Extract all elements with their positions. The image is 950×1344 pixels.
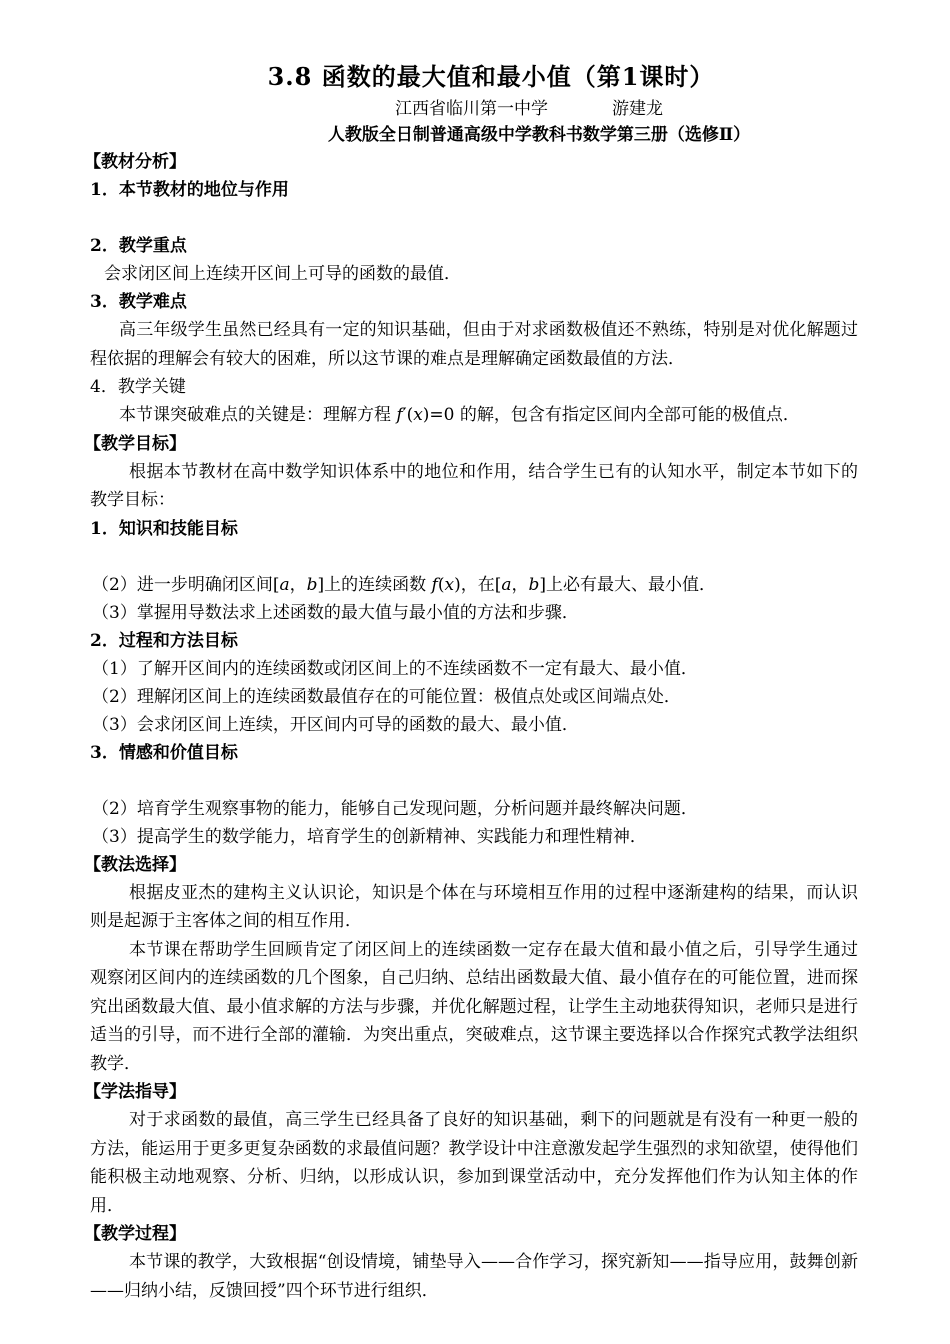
- subheading-process-goal: 2．过程和方法目标: [90, 630, 238, 651]
- process-goal-2: （2）理解闭区间上的连续函数最值存在的可能位置：极值点处或区间端点处．: [92, 686, 681, 707]
- knowledge-goal-3: （3）掌握用导数法求上述函数的最大值与最小值的方法和步骤．: [92, 602, 579, 623]
- subheading-knowledge-goal: 1．知识和技能目标: [90, 518, 238, 539]
- value-goal-2: （2）培育学生观察事物的能力，能够自己发现问题，分析问题并最终解决问题．: [92, 798, 698, 819]
- subheading-key-point: 2．教学重点: [90, 236, 187, 256]
- section-heading-process: 【教学过程】: [84, 1224, 186, 1244]
- process-paragraph: 本节课的教学，大致根据“创设情境，铺垫导入——合作学习，探究新知——指导应用，鼓舞创新——归纳小结，反馈回授”四个环节进行组织．: [90, 1252, 858, 1301]
- section-heading-goals: 【教学目标】: [84, 433, 186, 454]
- document-page: [84, 58, 858, 1305]
- difficulty-text: 高三年级学生虽然已经具有一定的知识基础，但由于对求函数极值还不熟练，特别是对优化解题过程依据的理解会有较大的困难，所以这节课的难点是理解确定函数最值的方法．: [90, 320, 858, 369]
- section-heading-analysis: 【教材分析】: [84, 152, 186, 172]
- textbook-line: 人教版全日制普通高级中学教科书数学第三册（选修Ⅱ）: [327, 125, 751, 145]
- subheading-key: 4．教学关键: [90, 377, 186, 397]
- goals-intro: 根据本节教材在高中数学知识体系中的地位和作用，结合学生已有的认知水平，制定本节如下的教学目标：: [90, 461, 858, 510]
- author-line: [200, 96, 858, 122]
- process-goal-3: （3）会求闭区间上连续，开区间内可导的函数的最大、最小值．: [92, 714, 579, 735]
- subheading-difficulty: 3．教学难点: [90, 292, 187, 312]
- document-title: 3.8 函数的最大值和最小值（第1课时）: [267, 62, 715, 91]
- value-goal-3: （3）提高学生的数学能力，培育学生的创新精神、实践能力和理性精神．: [92, 826, 647, 847]
- study-paragraph: 对于求函数的最值，高三学生已经具备了良好的知识基础，剩下的问题就是有没有一种更一般的方法，能运用于更多更复杂函数的求最值问题？教学设计中注意激发起学生强烈的求知欲望，使得他们能积极主动地观察、分析、归纳，以形成认识，参加到课堂活动中，充分发挥他们作为认知主体的作用．: [90, 1110, 858, 1216]
- section-heading-study: 【学法指导】: [84, 1082, 186, 1102]
- author-school: 江西省临川第一中学: [395, 99, 548, 119]
- process-goal-1: （1）了解开区间内的连续函数或闭区间上的不连续函数不一定有最大、最小值．: [92, 658, 698, 679]
- method-paragraph-1: 根据皮亚杰的建构主义认识论，知识是个体在与环境相互作用的过程中逐渐建构的结果，而认识则是起源于主客体之间的相互作用．: [90, 882, 858, 931]
- section-heading-method: 【教法选择】: [84, 854, 186, 875]
- key-point-text: 会求闭区间上连续开区间上可导的函数的最值．: [104, 264, 461, 284]
- knowledge-goal-2: （2）进一步明确闭区间[a，b]上的连续函数 f(x)，在[a，b]上必有最大、最小值．: [92, 574, 716, 595]
- method-paragraph-2: 本节课在帮助学生回顾肯定了闭区间上的连续函数一定存在最大值和最小值之后，引导学生通过观察闭区间内的连续函数的几个图象，自己归纳、总结出函数最大值、最小值存在的可能位置，进而探究出函数最大值、最小值求解的方法与步骤，并优化解题过程，让学生主动地获得知识，老师只是进行适当的引导，而不进行全部的灌输．为突出重点，突破难点，这节课主要选择以合作探究式教学法组织教学．: [90, 939, 858, 1074]
- key-text: 本节课突破难点的关键是：理解方程 f′(x)=0 的解，包含有指定区间内全部可能的极值点．: [119, 405, 800, 425]
- subheading-role: 1．本节教材的地位与作用: [90, 180, 289, 200]
- author-name: 游建龙: [612, 99, 663, 119]
- subheading-value-goal: 3．情感和价值目标: [90, 742, 238, 763]
